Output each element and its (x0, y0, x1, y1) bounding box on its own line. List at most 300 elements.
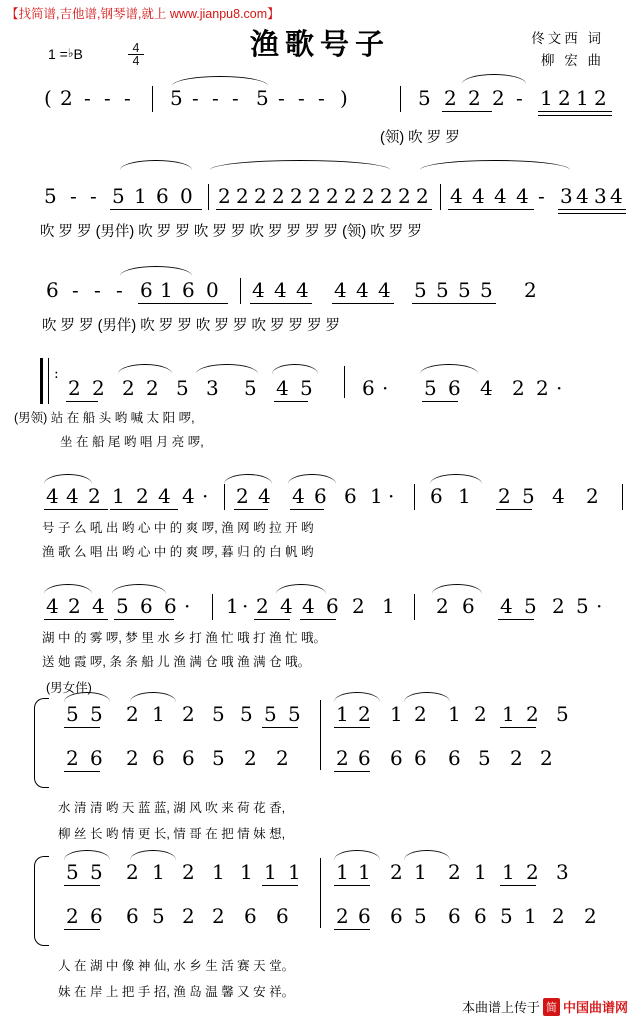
note: 2 (136, 484, 149, 508)
note: 5 (436, 278, 449, 302)
note: · (596, 594, 603, 618)
beam (334, 929, 370, 930)
beam (334, 727, 370, 728)
note: 0 (206, 278, 219, 302)
lyric-line-2: 柳 丝 长 哟 情 更 长, 情 哥 在 把 情 妹 想, (58, 827, 286, 841)
note: 4 (334, 278, 347, 302)
music-system-2 (0, 170, 640, 242)
note: 2 (276, 746, 289, 770)
note: 6 (448, 376, 461, 400)
note: 3 (594, 184, 607, 208)
note: 5 (240, 702, 253, 726)
note: 5 (90, 702, 103, 726)
note: 5 (424, 376, 437, 400)
note: - (72, 278, 79, 302)
beam (334, 771, 370, 772)
lyric-row (0, 628, 640, 650)
note: 2 (444, 86, 457, 110)
note: 5 (480, 278, 493, 302)
beam (262, 885, 298, 886)
note: 5 (116, 594, 129, 618)
beam (300, 619, 336, 620)
lyric-line-2: 渔 歌 么 唱 出 哟 心 中 的 爽 啰, 暮 归 的 白 帆 哟 (42, 545, 314, 559)
note: 1 (502, 702, 515, 726)
note: 2 (552, 904, 565, 928)
note: 6 (358, 746, 371, 770)
lyric-line: 吹 罗 罗 (男伴) 吹 罗 罗 吹 罗 罗 吹 罗 罗 罗 罗 (42, 318, 341, 334)
lyric-line-2: 妹 在 岸 上 把 手 招, 渔 岛 温 馨 又 安 祥。 (58, 985, 295, 999)
lyric-row (0, 220, 640, 242)
note: 4 (516, 184, 529, 208)
note: 2 (182, 904, 195, 928)
note: 6 (46, 278, 59, 302)
note: 4 (302, 594, 315, 618)
slur (118, 364, 172, 374)
note-row-upper (0, 852, 640, 886)
lyric-row (0, 126, 640, 148)
note: 5 (556, 702, 569, 726)
note: 2 (584, 904, 597, 928)
beam (114, 619, 174, 620)
note: 2 (256, 594, 269, 618)
note: 6 (390, 904, 403, 928)
note: 2 (526, 702, 539, 726)
note: 4 (258, 484, 271, 508)
note: 2 (212, 904, 225, 928)
beam (64, 885, 100, 886)
music-system-8 (0, 852, 640, 1004)
note: 5 (112, 184, 125, 208)
repeat-open-barline (40, 358, 43, 404)
slur (334, 850, 380, 860)
note: - (192, 86, 199, 110)
note-row-lower (0, 746, 640, 780)
note: 4 (378, 278, 391, 302)
lyric-row (0, 408, 640, 430)
beam (332, 303, 394, 304)
slur (276, 584, 326, 594)
note: 1 (160, 278, 173, 302)
note: 6 (90, 746, 103, 770)
note: 6 (414, 746, 427, 770)
note: 5 (66, 860, 79, 884)
note: 5 (212, 746, 225, 770)
note: 5 (66, 702, 79, 726)
beam (64, 771, 100, 772)
music-system-6 (0, 578, 640, 700)
note: 3 (556, 860, 569, 884)
beam (538, 115, 612, 116)
note: 1 (390, 702, 403, 726)
note: 1 (336, 860, 349, 884)
slur (44, 584, 92, 594)
lyric-row (0, 798, 640, 820)
note: 5 (414, 278, 427, 302)
note: 6 (448, 746, 461, 770)
repeat-open-barline (48, 358, 49, 404)
beam (422, 401, 458, 402)
note: 4 (356, 278, 369, 302)
note: 6 (126, 904, 139, 928)
barline (224, 484, 225, 510)
note-row-upper (0, 694, 640, 728)
lyric-line-1: 号 子 么 吼 出 哟 心 中 的 爽 啰, 渔 网 哟 拉 开 哟 (42, 521, 314, 535)
note-row (0, 86, 640, 120)
music-system-3 (0, 262, 640, 336)
slur (432, 584, 482, 594)
lyric-line-1: (男领) 站 在 船 头 哟 喊 太 阳 啰, (14, 411, 195, 425)
note: - (94, 278, 101, 302)
beam (44, 509, 108, 510)
composer: 柳 宏 曲 (540, 53, 604, 68)
barline (344, 366, 345, 398)
note: ( (44, 86, 52, 110)
note: 1 (576, 86, 589, 110)
footer (462, 997, 628, 1016)
note: 2 (380, 184, 393, 208)
beam (64, 929, 100, 930)
note: - (90, 184, 97, 208)
slur (224, 474, 272, 484)
slur (404, 850, 450, 860)
note: 2 (272, 184, 285, 208)
note: 6 (462, 594, 475, 618)
lyric-row (0, 432, 640, 454)
part-label: (男女伴) (46, 681, 92, 695)
note: 5 (90, 860, 103, 884)
slur (130, 850, 176, 860)
credits (531, 28, 604, 72)
note: 6 (358, 904, 371, 928)
note: - (516, 86, 523, 110)
note: 4 (274, 278, 287, 302)
note: 5 (244, 376, 257, 400)
lyric-row (0, 518, 640, 540)
lyric-line-2: 坐 在 船 尾 哟 唱 月 亮 啰, (60, 435, 204, 449)
note: 2 (526, 860, 539, 884)
note: 5 (458, 278, 471, 302)
note: 2 (236, 184, 249, 208)
slur (210, 160, 390, 170)
lyric-line: (领) 吹 罗 罗 (380, 130, 460, 146)
beam (262, 727, 298, 728)
note: 2 (308, 184, 321, 208)
note: 2 (498, 484, 511, 508)
slur (44, 474, 92, 484)
slur (288, 474, 336, 484)
note: 4 (92, 594, 105, 618)
note: 5 (500, 904, 513, 928)
note: 2 (218, 184, 231, 208)
lyric-row (0, 824, 640, 846)
note-row (0, 468, 640, 508)
beam (250, 303, 312, 304)
slur (430, 474, 482, 484)
note: 2 (60, 86, 73, 110)
beam (412, 303, 496, 304)
note: 4 (252, 278, 265, 302)
note: 6 (474, 904, 487, 928)
beam (496, 509, 532, 510)
music-system-4 (0, 352, 640, 454)
note: 4 (500, 594, 513, 618)
beam (44, 619, 108, 620)
barline (152, 86, 153, 112)
note: 4 (158, 484, 171, 508)
note: 5 (300, 376, 313, 400)
watermark-text: 【找简谱,吉他谱,钢琴谱,就上 www.jianpu8.com】 (6, 7, 280, 21)
beam (138, 303, 228, 304)
note: - (116, 278, 123, 302)
note: 1 (382, 594, 395, 618)
note: 2 (244, 746, 257, 770)
beam (498, 619, 534, 620)
note: 2 (92, 376, 105, 400)
note: 2 (66, 904, 79, 928)
note: 2 (254, 184, 267, 208)
beam (442, 111, 492, 112)
note: 6 (182, 278, 195, 302)
note: 2 (524, 278, 537, 302)
note: 1 (212, 860, 225, 884)
beam (216, 209, 432, 210)
note: 4 (576, 184, 589, 208)
time-numerator: 4 (132, 41, 140, 55)
note: 5 (256, 86, 269, 110)
note: · (556, 376, 563, 400)
slur (404, 692, 450, 702)
note: 5 (414, 904, 427, 928)
note: 1 (226, 594, 239, 618)
music-system-7 (0, 694, 640, 846)
note: 1 (264, 860, 277, 884)
note: 2 (126, 860, 139, 884)
beam (66, 401, 98, 402)
note: 2 (540, 746, 553, 770)
note: · (184, 594, 191, 618)
note: 2 (352, 594, 365, 618)
barline (212, 594, 213, 620)
time-signature (128, 42, 144, 67)
note: 3 (206, 376, 219, 400)
slur (196, 364, 258, 374)
note: 5 (418, 86, 431, 110)
note-row (0, 262, 640, 302)
note: 2 (88, 484, 101, 508)
note: · (388, 484, 395, 508)
note: 6 (326, 594, 339, 618)
note: 2 (182, 702, 195, 726)
note: 1 (288, 860, 301, 884)
note: 5 (212, 702, 225, 726)
flat-icon: ♭ (67, 46, 74, 60)
note: 4 (292, 484, 305, 508)
note: 2 (390, 860, 403, 884)
key-label: 1 = (48, 46, 68, 62)
note: 6 (140, 594, 153, 618)
beam (500, 727, 536, 728)
beam (448, 209, 534, 210)
note: 5 (478, 746, 491, 770)
note: 6 (448, 904, 461, 928)
note-row (0, 352, 640, 400)
note: 5 (44, 184, 57, 208)
note: 4 (182, 484, 195, 508)
slur (420, 364, 478, 374)
note: 1 (152, 702, 165, 726)
note: 2 (68, 376, 81, 400)
note: 2 (398, 184, 411, 208)
note: 2 (558, 86, 571, 110)
slur (64, 850, 110, 860)
note: 6 (362, 376, 375, 400)
barline (208, 184, 209, 210)
note: 4 (296, 278, 309, 302)
note: 1 (358, 860, 371, 884)
note: 2 (512, 376, 525, 400)
key-note: B (73, 46, 83, 62)
lyric-line-1: 湖 中 的 雾 啰, 梦 里 水 乡 打 渔 忙 哦 打 渔 忙 哦。 (42, 631, 327, 645)
beam (500, 885, 536, 886)
note: 2 (126, 702, 139, 726)
note: 4 (480, 376, 493, 400)
note: 4 (280, 594, 293, 618)
barline (400, 86, 401, 112)
lyric-line-1: 水 清 清 哟 天 蓝 蓝, 湖 风 吹 来 荷 花 香, (58, 801, 286, 815)
note: 2 (436, 594, 449, 618)
note: - (70, 184, 77, 208)
barline (440, 184, 441, 210)
note: - (232, 86, 239, 110)
note: 6 (314, 484, 327, 508)
beam (334, 885, 370, 886)
note: 4 (66, 484, 79, 508)
lyric-row (0, 652, 640, 674)
note: 2 (414, 702, 427, 726)
slur (420, 160, 570, 170)
note: 1 (458, 484, 471, 508)
note: 2 (448, 860, 461, 884)
time-denominator: 4 (128, 54, 144, 67)
note: - (84, 86, 91, 110)
note: 2 (236, 484, 249, 508)
lyric-line: 吹 罗 罗 (男伴) 吹 罗 罗 吹 罗 罗 吹 罗 罗 罗 罗 (领) 吹 罗 罗 (40, 224, 422, 240)
beam (64, 727, 100, 728)
barline (622, 484, 623, 510)
beam (558, 213, 626, 214)
note: 2 (336, 904, 349, 928)
note: - (212, 86, 219, 110)
note: 0 (180, 184, 193, 208)
slur (64, 692, 110, 702)
note: · (242, 594, 249, 618)
note: 5 (152, 904, 165, 928)
key-signature (48, 46, 83, 62)
beam (274, 401, 308, 402)
note: - (538, 184, 545, 208)
note: 6 (344, 484, 357, 508)
beam (254, 619, 290, 620)
note: 2 (474, 702, 487, 726)
note: 4 (46, 594, 59, 618)
slur (172, 76, 268, 86)
note: 5 (170, 86, 183, 110)
note: 2 (122, 376, 135, 400)
note: 4 (610, 184, 623, 208)
beam (538, 111, 612, 112)
note: - (104, 86, 111, 110)
note: 6 (244, 904, 257, 928)
footer-site-name[interactable]: 中国曲谱网 (562, 1000, 628, 1015)
note: 6 (90, 904, 103, 928)
note: 2 (468, 86, 481, 110)
slur (272, 364, 318, 374)
barline (414, 594, 415, 620)
note: 1 (336, 702, 349, 726)
note-row (0, 578, 640, 618)
note: 2 (290, 184, 303, 208)
note-row (0, 170, 640, 208)
note: 2 (586, 484, 599, 508)
beam (558, 209, 626, 210)
lyric-line-1: 人 在 湖 中 像 神 仙, 水 乡 生 活 赛 天 堂。 (58, 959, 295, 973)
note: 6 (182, 746, 195, 770)
note: 4 (450, 184, 463, 208)
note: 4 (494, 184, 507, 208)
beam (290, 509, 324, 510)
note: 2 (362, 184, 375, 208)
note: 1 (152, 860, 165, 884)
lyricist: 佟文西 词 (531, 31, 604, 46)
note-row-lower (0, 904, 640, 938)
beam (110, 509, 178, 510)
footer-text: 本曲谱上传于 (461, 1000, 540, 1015)
note: 5 (524, 594, 537, 618)
note: 1 (134, 184, 147, 208)
lyric-row (0, 542, 640, 564)
note: 6 (156, 184, 169, 208)
beam (234, 509, 268, 510)
note: - (124, 86, 131, 110)
note: 4 (46, 484, 59, 508)
lyric-row (0, 314, 640, 336)
note: 2 (146, 376, 159, 400)
note: 2 (416, 184, 429, 208)
slur (334, 692, 380, 702)
note: 4 (472, 184, 485, 208)
beam (110, 209, 202, 210)
note: 2 (358, 702, 371, 726)
note: 2 (66, 746, 79, 770)
note: 4 (552, 484, 565, 508)
repeat-dots: : (54, 366, 59, 382)
note: 2 (536, 376, 549, 400)
slur (112, 584, 166, 594)
note: - (278, 86, 285, 110)
note: 1 (540, 86, 553, 110)
note: 6 (390, 746, 403, 770)
slur (120, 160, 192, 170)
note: 6 (152, 746, 165, 770)
note: 2 (182, 860, 195, 884)
note: 6 (164, 594, 177, 618)
barline (414, 484, 415, 510)
note: 1 (502, 860, 515, 884)
note: 1 (474, 860, 487, 884)
note: 5 (176, 376, 189, 400)
note: 2 (510, 746, 523, 770)
slur (120, 266, 192, 276)
